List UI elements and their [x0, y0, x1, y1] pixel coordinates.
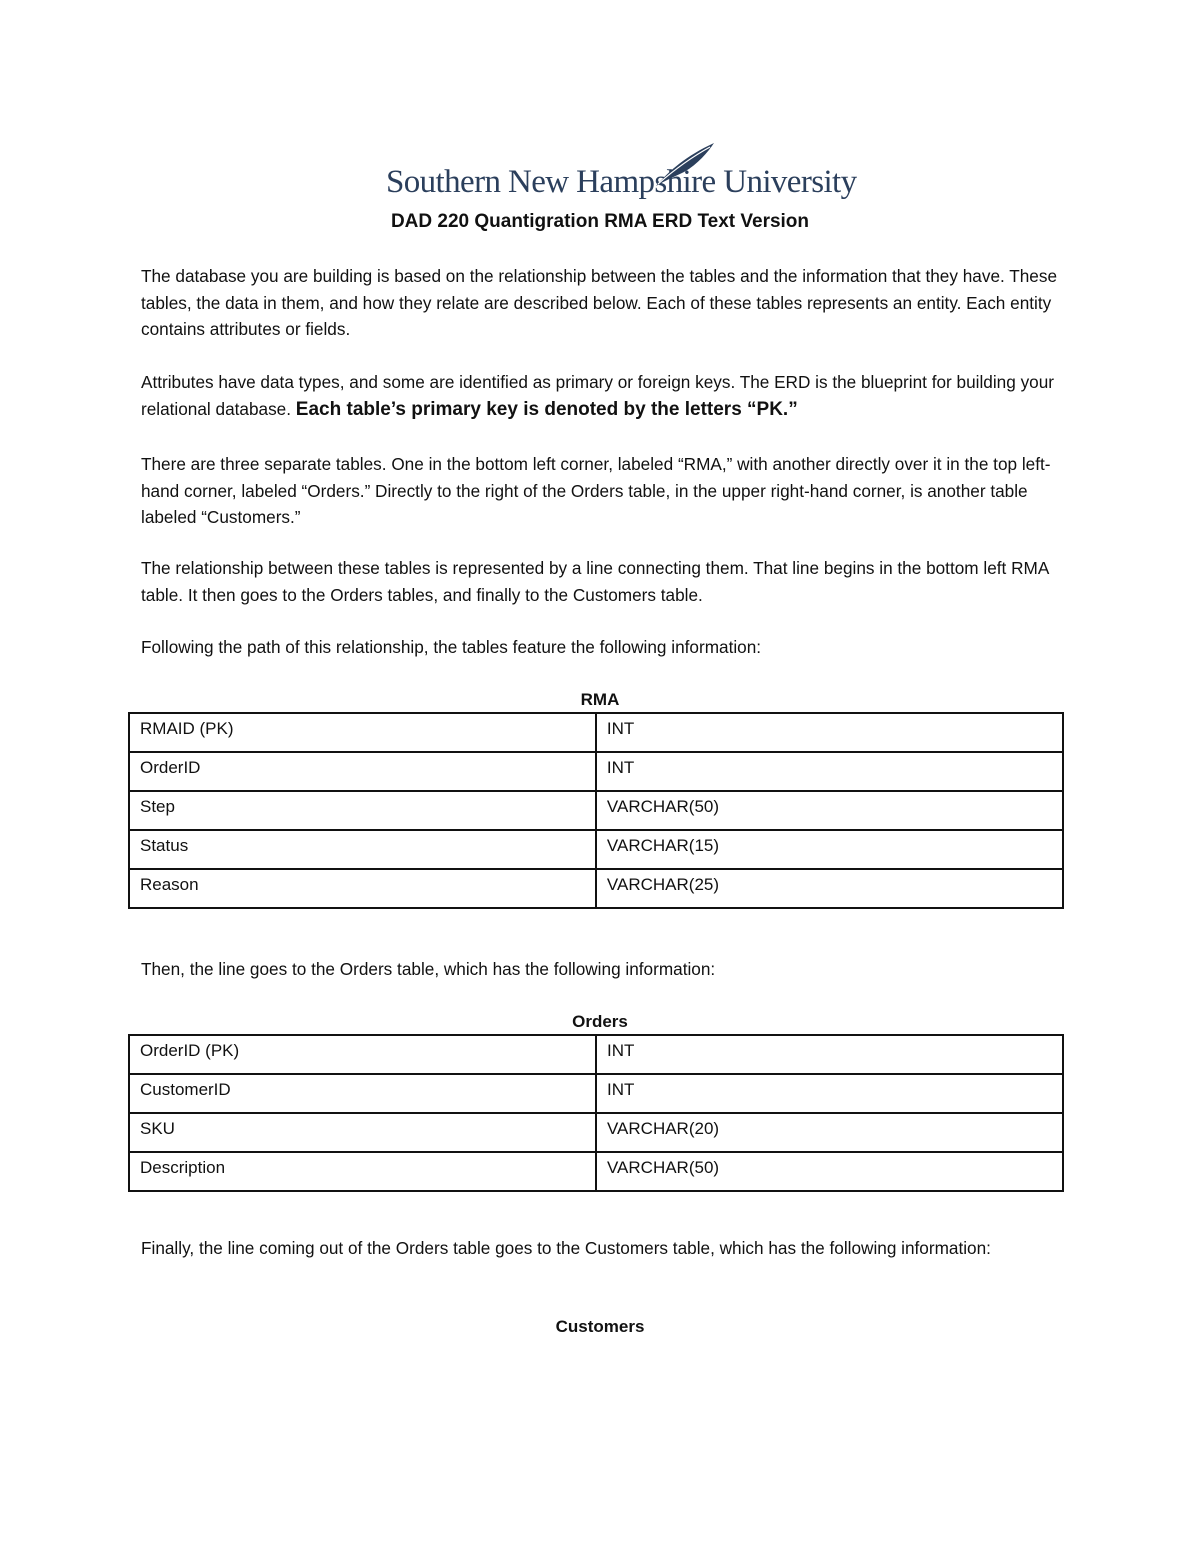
table-row [129, 752, 1063, 791]
customers-table-caption: Customers [555, 1317, 645, 1336]
logo-wordmark: Southern New Hampshire University [386, 164, 857, 200]
orders-table [128, 1034, 1064, 1192]
table-row [129, 713, 1063, 752]
table-row [129, 1113, 1063, 1152]
table-row [129, 830, 1063, 869]
type-cell: INT [596, 1035, 1063, 1074]
path-paragraph: Following the path of this relationship, the tables feature the following information: [141, 637, 762, 657]
type-cell: VARCHAR(15) [596, 830, 1063, 869]
orders-table-caption: Orders [572, 1012, 628, 1031]
document-title: DAD 220 Quantigration RMA ERD Text Version [390, 211, 810, 232]
type-cell: INT [596, 1074, 1063, 1113]
type-cell: VARCHAR(50) [596, 1152, 1063, 1191]
attributes-paragraph [141, 369, 1071, 423]
rma-table [128, 712, 1064, 909]
rma-table-caption: RMA [580, 690, 620, 709]
intro-paragraph: The database you are building is based on the relationship between the tables and the information that they have. These tables, the data in them, and how they relate are described below. Each of these tables represents an entity. Each entity contains attributes or fields. [141, 266, 1058, 339]
table-row [129, 791, 1063, 830]
field-cell: Description [129, 1152, 596, 1191]
attributes-text: Attributes have data types, and some are identified as primary or foreign keys. The ERD is the blueprint for building your relational database. [141, 372, 1055, 419]
field-cell: SKU [129, 1113, 596, 1152]
type-cell: VARCHAR(25) [596, 869, 1063, 908]
type-cell: INT [596, 752, 1063, 791]
field-cell: Step [129, 791, 596, 830]
type-cell: INT [596, 713, 1063, 752]
table-row [129, 1035, 1063, 1074]
field-cell: OrderID [129, 752, 596, 791]
orders-intro-paragraph: Then, the line goes to the Orders table, which has the following information: [141, 959, 716, 979]
field-cell: CustomerID [129, 1074, 596, 1113]
tables-layout-paragraph: There are three separate tables. One in the bottom left corner, labeled “RMA,” with another directly over it in the top left-hand corner, labeled “Orders.” Directly to the right of the Orders table, in the upper right-hand corner, is another table labeled “Customers.” [141, 454, 1051, 527]
field-cell: RMAID (PK) [129, 713, 596, 752]
table-row [129, 869, 1063, 908]
feather-icon [648, 140, 718, 190]
university-logo [386, 140, 857, 206]
table-row [129, 1152, 1063, 1191]
table-row [129, 1074, 1063, 1113]
pk-emphasis: Each table’s primary key is denoted by the letters “PK.” [295, 398, 798, 420]
field-cell: Status [129, 830, 596, 869]
field-cell: Reason [129, 869, 596, 908]
relationship-paragraph: The relationship between these tables is represented by a line connecting them. That line begins in the bottom left RMA table. It then goes to the Orders tables, and finally to the Customers table. [141, 558, 1049, 605]
field-cell: OrderID (PK) [129, 1035, 596, 1074]
type-cell: VARCHAR(20) [596, 1113, 1063, 1152]
customers-intro-paragraph: Finally, the line coming out of the Orders table goes to the Customers table, which has the following information: [141, 1238, 991, 1258]
type-cell: VARCHAR(50) [596, 791, 1063, 830]
